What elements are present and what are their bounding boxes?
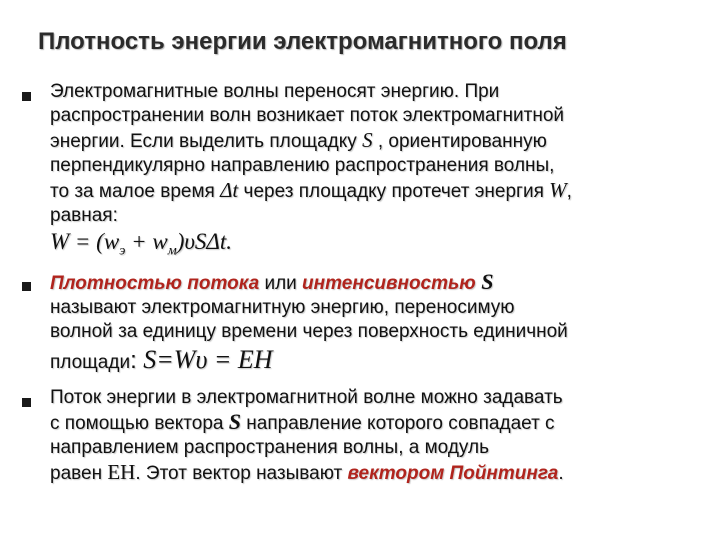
formula-sub: м [167,243,177,259]
text-line [50,270,710,296]
text-span: . [558,463,564,484]
text-span: через площадку протечет энергия [238,181,550,202]
page-title: Плотность энергии электромагнитного поля [38,28,567,55]
text-line [50,460,710,486]
bullet-marker [22,282,31,291]
formula-part: W = (w [50,229,120,254]
symbol-eh: EH [107,460,136,484]
text-span: энергии. Если выделить площадку [50,131,363,152]
text-line [50,178,710,204]
text-span: с помощью вектора [50,413,229,434]
formula-part: )υSΔt. [176,229,233,254]
text-line [50,345,710,375]
text-line: распространении волн возникает поток электромагнитной [50,105,565,126]
text-line [50,128,710,154]
text-span: площади [50,352,131,373]
text-line: Электромагнитные волны переносят энергию. При [50,81,500,102]
term-poynting-vector: вектором Пойнтинга [347,463,559,484]
text-span: направление которого совпадает с [241,413,555,434]
text-span: или [259,273,303,294]
text-span: равен [50,463,108,484]
text-span: : [130,347,137,374]
term-intensity: интенсивностью [302,273,476,294]
text-line: волной за единицу времени через поверхность единичной [50,321,568,342]
text-line: равная: [50,205,118,226]
flux-formula: S=Wυ = EH [136,345,273,374]
formula-sub: э [119,243,126,259]
symbol-s: S [475,269,494,294]
paragraph-energy-transfer [50,80,710,264]
formula-part: + w [125,229,168,254]
term-flux-density: Плотностью потока [50,273,260,294]
symbol-s: S [228,409,242,434]
text-span: , [566,181,572,202]
symbol-delta-t: Δt [220,178,239,202]
text-line [50,410,710,436]
bullet-marker [22,398,31,407]
text-line: называют электромагнитную энергию, переносимую [50,297,515,318]
bullet-marker [22,92,31,101]
text-span: , ориентированную [372,131,547,152]
paragraph-poynting-vector [50,386,710,486]
paragraph-flux-density [50,270,710,375]
text-line: Поток энергии в электромагнитной волне можно задавать [50,387,563,408]
text-span: то за малое время [50,181,221,202]
text-line: перпендикулярно направлению распространения волны, [50,155,555,176]
symbol-w: W [549,178,567,202]
text-line: направлением распространения волны, а модуль [50,437,489,458]
energy-formula [50,230,710,264]
symbol-s: S [362,128,373,152]
text-span: . Этот вектор называют [135,463,348,484]
